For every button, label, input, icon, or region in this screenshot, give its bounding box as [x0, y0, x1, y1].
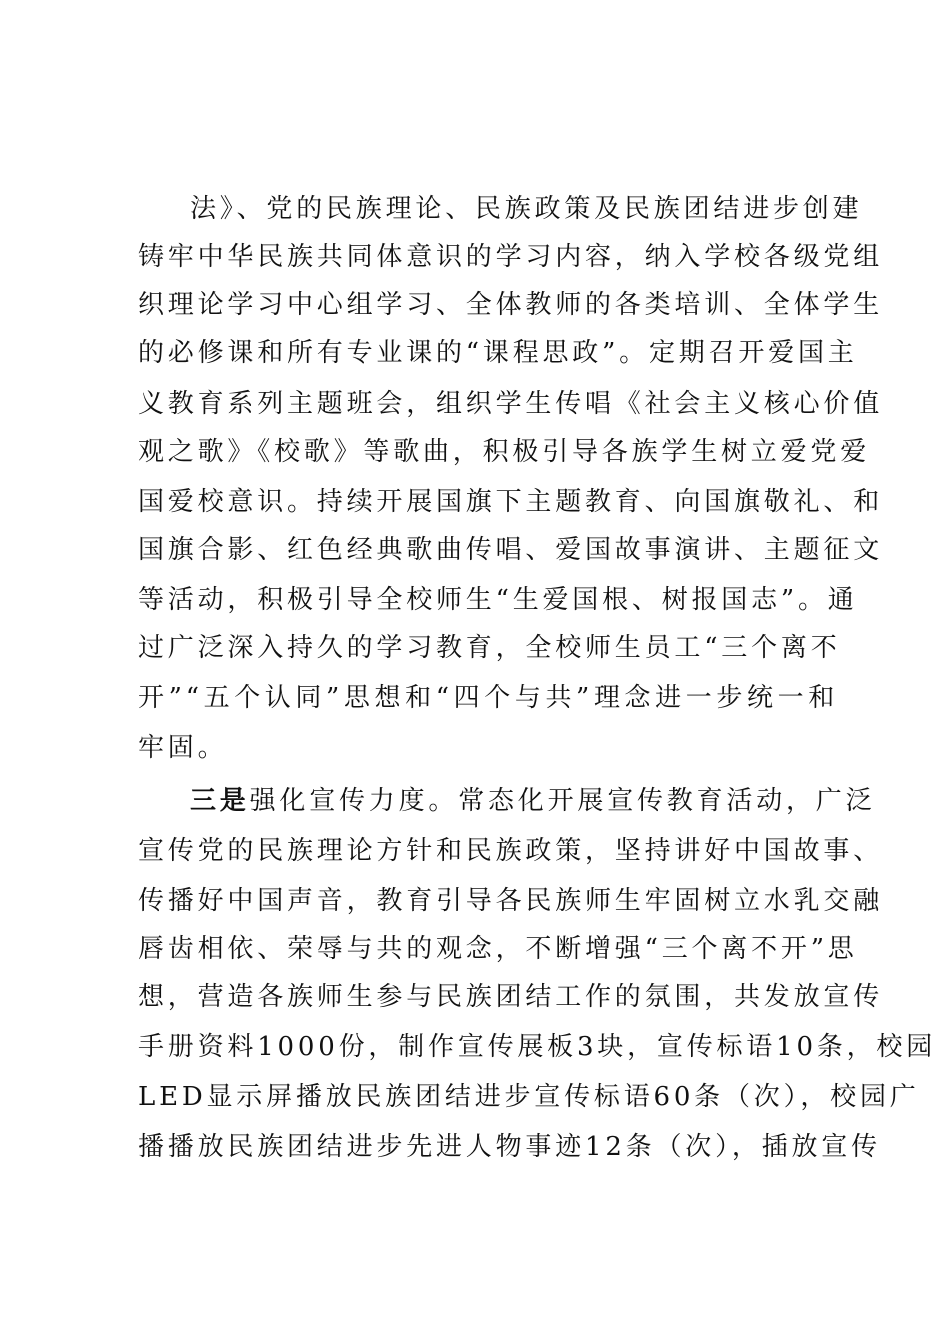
paragraph-1-line-9: 等活动，积极引导全校师生“生爱国根、树报国志”。通: [138, 585, 858, 615]
paragraph-1-line-10: 过广泛深入持久的学习教育，全校师生员工“三个离不: [138, 633, 841, 663]
paragraph-1-line-6: 观之歌》《校歌》等歌曲，积极引导各族学生树立爱党爱: [138, 437, 871, 467]
paragraph-2-line-3: 传播好中国声音，教育引导各民族师生牢固树立水乳交融: [138, 886, 884, 916]
paragraph-1-line-3: 织理论学习中心组学习、全体教师的各类培训、全体学生: [138, 290, 884, 320]
paragraph-2-lead: 三是: [190, 786, 250, 816]
paragraph-1-line-8: 国旗合影、红色经典歌曲传唱、爱国故事演讲、主题征文: [138, 535, 884, 565]
paragraph-2-line-5: 想，营造各族师生参与民族团结工作的氛围，共发放宣传: [138, 982, 884, 1012]
paragraph-2-line-2: 宣传党的民族理论方针和民族政策，坚持讲好中国故事、: [138, 836, 884, 866]
paragraph-1-line-2: 铸牢中华民族共同体意识的学习内容，纳入学校各级党组: [138, 242, 884, 272]
paragraph-1-line-11: 开”“五个认同”思想和“四个与共”理念进一步统一和: [138, 683, 838, 713]
paragraph-2-line-6: 手册资料1000份，制作宣传展板3块，宣传标语10条，校园: [138, 1032, 936, 1062]
paragraph-2-line-1: [190, 777, 876, 825]
paragraph-2-line-1-text: 强化宣传力度。常态化开展宣传教育活动，广泛: [249, 786, 876, 816]
paragraph-1-line-12: 牢固。: [138, 733, 228, 763]
paragraph-1-line-4: 的必修课和所有专业课的“课程思政”。定期召开爱国主: [138, 338, 858, 368]
paragraph-1-line-1: 法》、党的民族理论、民族政策及民族团结进步创建: [190, 194, 863, 224]
paragraph-1-line-7: 国爱校意识。持续开展国旗下主题教育、向国旗敬礼、和: [138, 487, 884, 517]
paragraph-2-line-4: 唇齿相依、荣辱与共的观念，不断增强“三个离不开”思: [138, 934, 858, 964]
paragraph-2-line-7: LED显示屏播放民族团结进步宣传标语60条（次），校园广: [138, 1082, 920, 1112]
paragraph-2-line-8: 播播放民族团结进步先进人物事迹12条（次），插放宣传: [138, 1132, 881, 1162]
paragraph-1-line-5: 义教育系列主题班会，组织学生传唱《社会主义核心价值: [138, 389, 884, 419]
